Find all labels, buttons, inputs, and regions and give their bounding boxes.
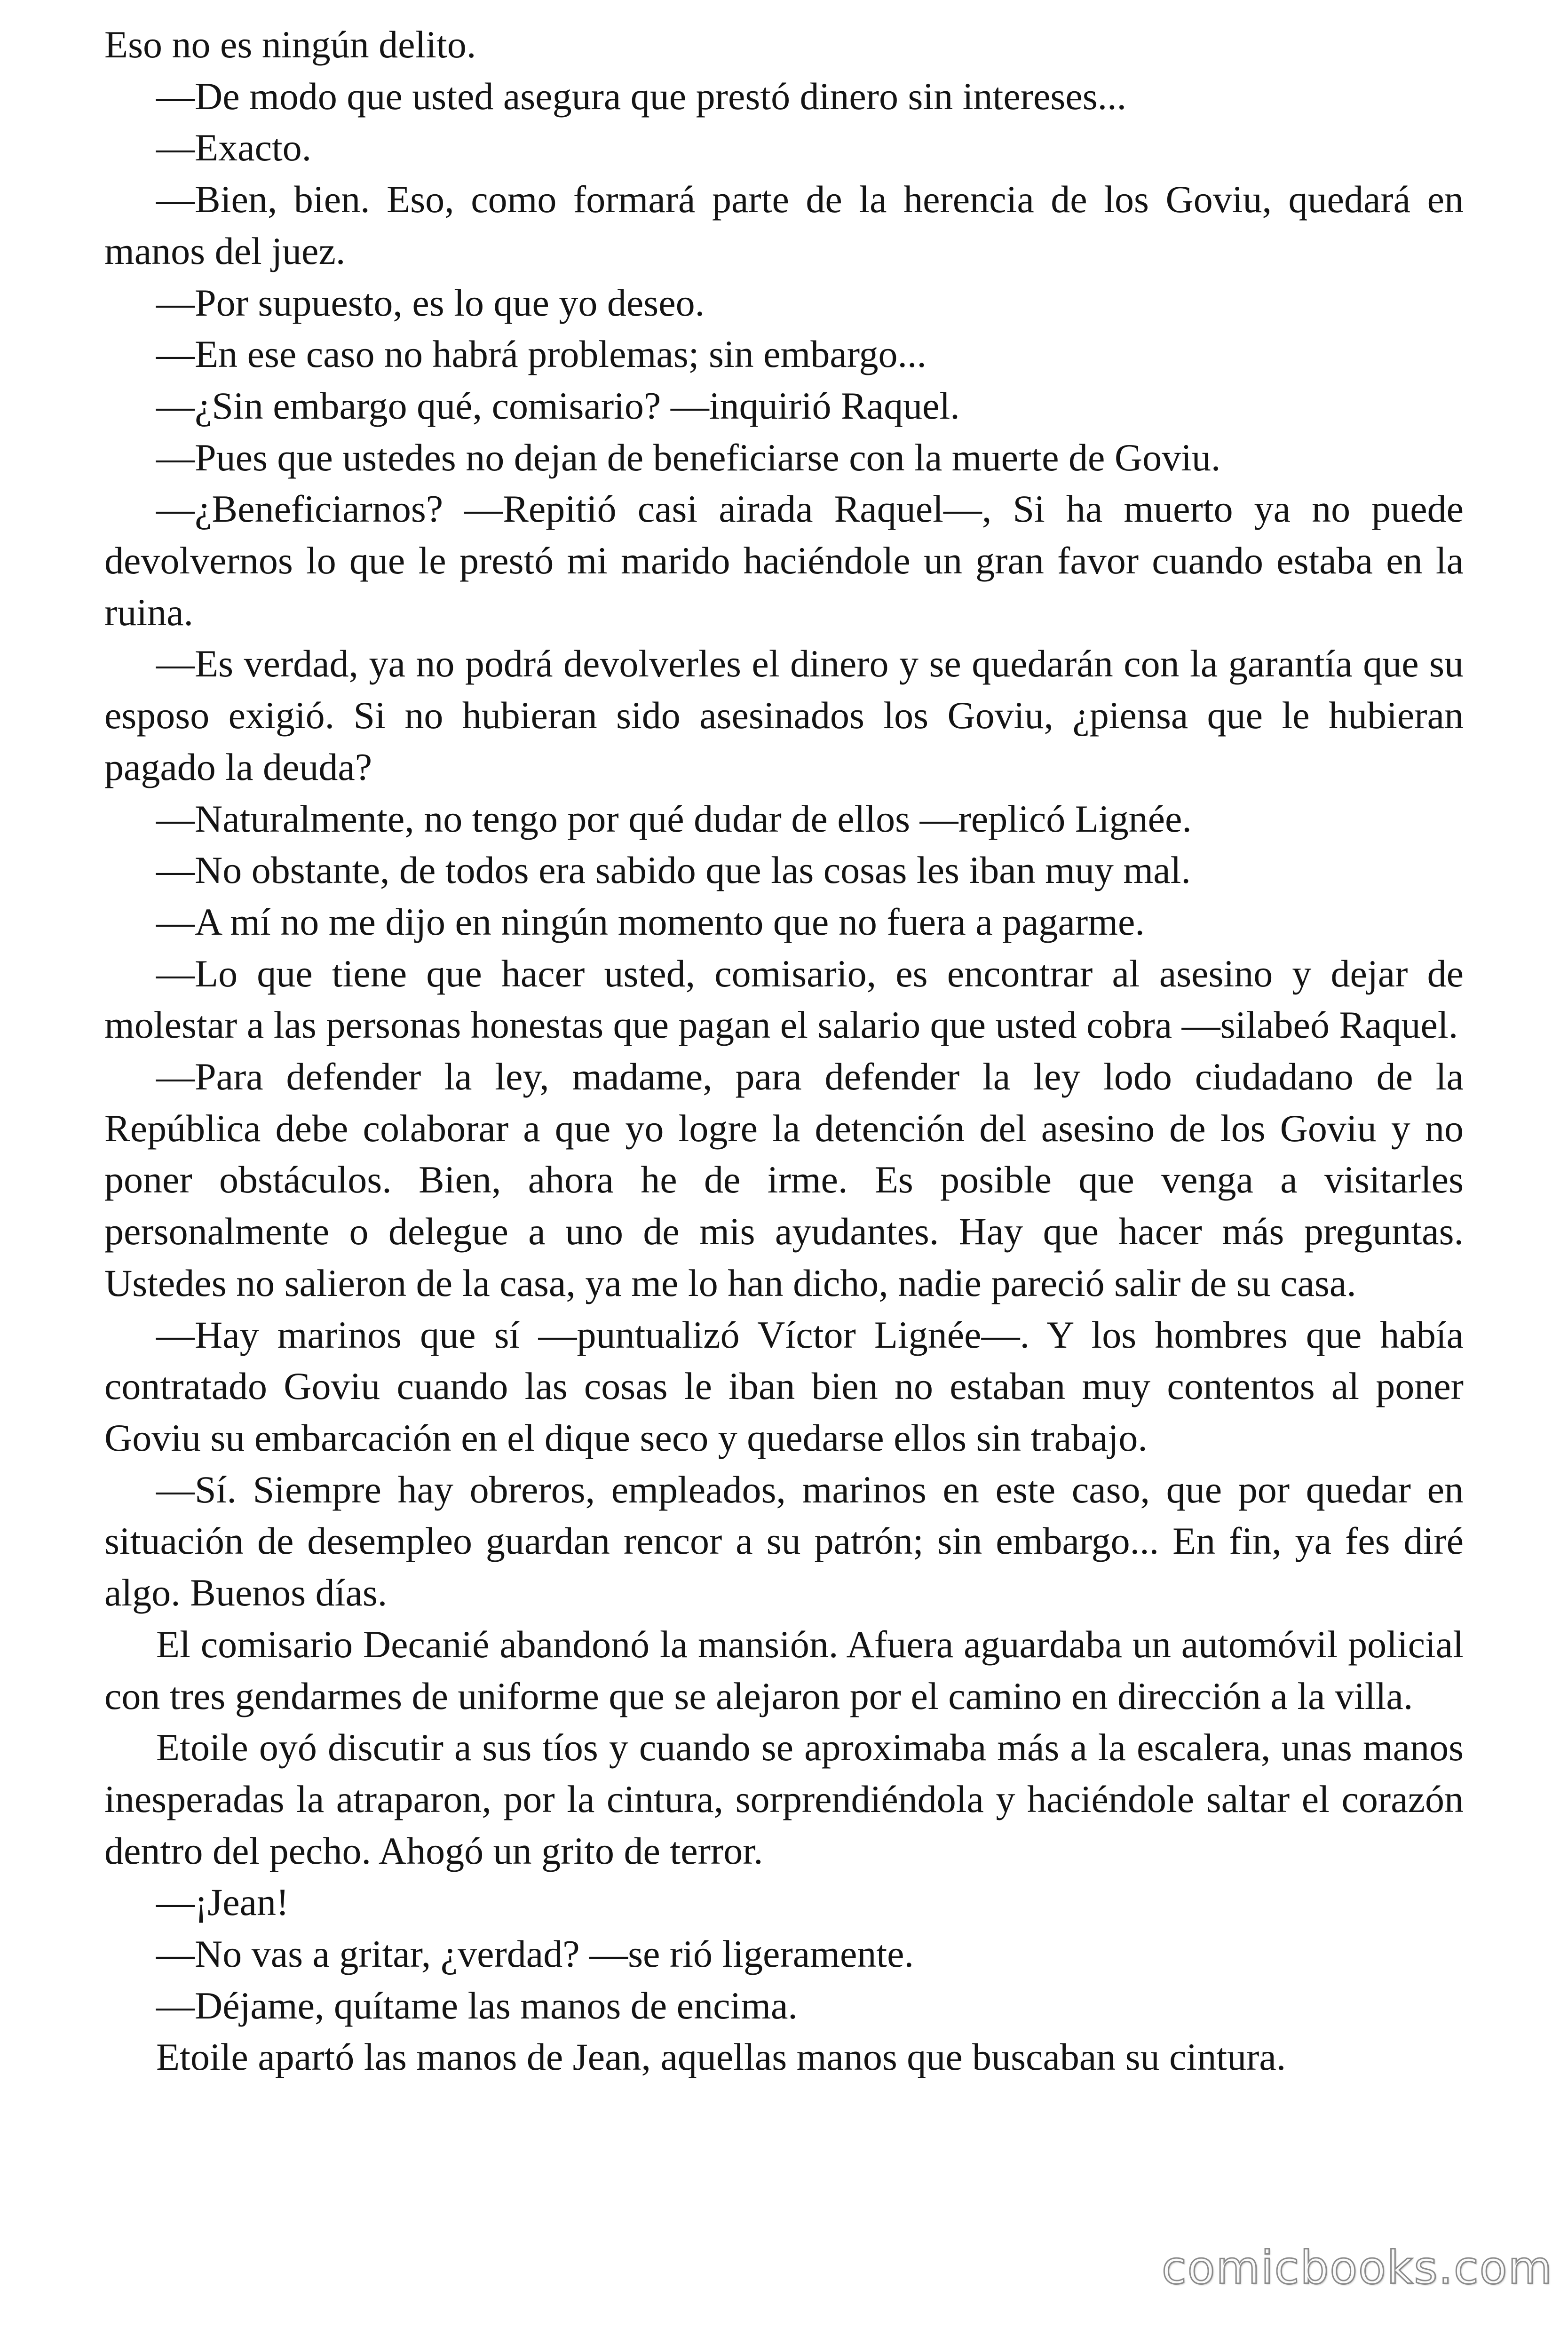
paragraph: —No vas a gritar, ¿verdad? —se rió ligeramente. — [156, 1932, 914, 1976]
paragraph: —Naturalmente, no tengo por qué dudar de ellos —replicó Lignée. — [156, 797, 1192, 840]
watermark: comicbooks.com — [1162, 2241, 1553, 2294]
paragraph: —Pues que ustedes no dejan de beneficiarse con la muerte de Goviu. — [156, 436, 1221, 479]
paragraph: —¡Jean! — [156, 1881, 289, 1924]
paragraph: Etoile apartó las manos de Jean, aquellas manos que buscaban su cintura. — [156, 2035, 1286, 2079]
paragraph: —A mí no me dijo en ningún momento que no fuera a pagarme. — [156, 900, 1145, 943]
paragraph: —Para defender la ley, madame, para defender la ley lodo ciudadano de la República debe colaborar a que yo logre la detención del asesino de los Goviu y no poner obstáculos. Bien, ahora he de irme. Es posible que venga a visitarles personalmente o delegue a uno de mis ayudantes. Hay que hacer más preguntas. Ustedes no salieron de la casa, ya me lo han dicho, nadie pareció salir de su casa. — [104, 1055, 1464, 1304]
paragraph: —Exacto. — [156, 126, 312, 169]
paragraph: —En ese caso no habrá problemas; sin embargo... — [156, 333, 927, 376]
paragraph: Eso no es ningún delito. — [104, 23, 476, 66]
paragraph: —Por supuesto, es lo que yo deseo. — [156, 281, 705, 324]
paragraph: —Hay marinos que sí —puntualizó Víctor Lignée—. Y los hombres que había contratado Goviu cuando las cosas le iban bien no estaban muy contentos al poner Goviu su embarcación en el dique seco y quedarse ellos sin trabajo. — [104, 1313, 1464, 1459]
paragraph: —Lo que tiene que hacer usted, comisario, es encontrar al asesino y dejar de molestar a las personas honestas que pagan el salario que usted cobra —silabeó Raquel. — [104, 952, 1464, 1047]
paragraph: —Déjame, quítame las manos de encima. — [156, 1984, 798, 2027]
paragraph: —Bien, bien. Eso, como formará parte de la herencia de los Goviu, quedará en manos del juez. — [104, 178, 1464, 272]
paragraph: —Sí. Siempre hay obreros, empleados, marinos en este caso, que por quedar en situación de desempleo guardan rencor a su patrón; sin embargo... En fin, ya fes diré algo. Buenos días. — [104, 1468, 1464, 1614]
page-text-body — [104, 19, 1464, 2314]
paragraph: —¿Beneficiarnos? —Repitió casi airada Raquel—, Si ha muerto ya no puede devolvernos lo que le prestó mi marido haciéndole un gran favor cuando estaba en la ruina. — [104, 487, 1464, 634]
paragraph: —Es verdad, ya no podrá devolverles el dinero y se quedarán con la garantía que su esposo exigió. Si no hubieran sido asesinados los Goviu, ¿piensa que le hubieran pagado la deuda? — [104, 642, 1464, 788]
paragraph: Etoile oyó discutir a sus tíos y cuando se aproximaba más a la escalera, unas manos inesperadas la atraparon, por la cintura, sorprendiéndola y haciéndole saltar el corazón dentro del pecho. Ahogó un grito de terror. — [104, 1726, 1464, 1872]
paragraph: —No obstante, de todos era sabido que las cosas les iban muy mal. — [156, 849, 1191, 892]
paragraph: —De modo que usted asegura que prestó dinero sin intereses... — [156, 74, 1127, 118]
paragraph: El comisario Decanié abandonó la mansión. Afuera aguardaba un automóvil policial con tres gendarmes de uniforme que se alejaron por el camino en dirección a la villa. — [104, 1622, 1464, 1717]
paragraph: —¿Sin embargo qué, comisario? —inquirió Raquel. — [156, 384, 960, 427]
